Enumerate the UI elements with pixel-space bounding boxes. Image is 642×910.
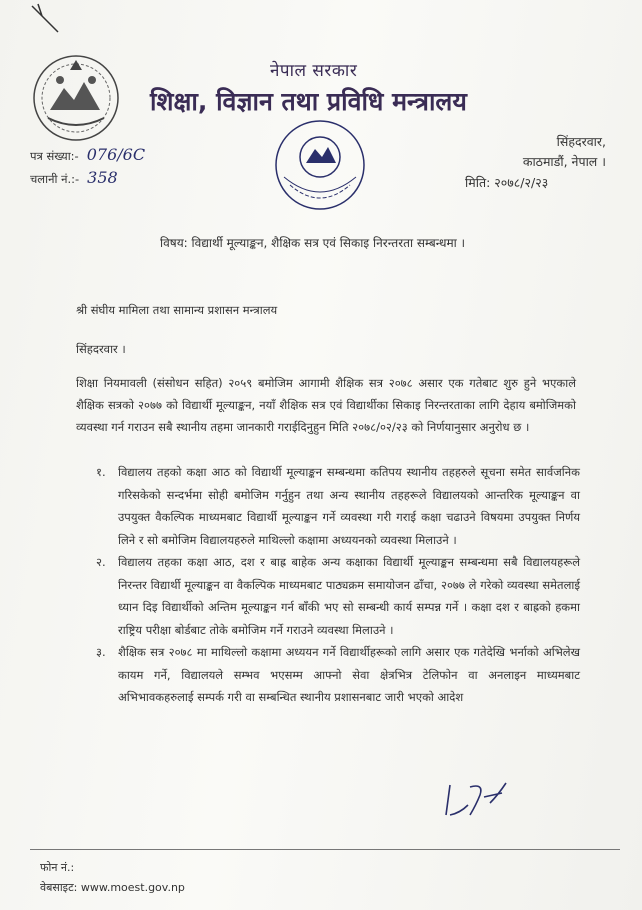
list-item-text: विद्यालय तहका कक्षा आठ, दश र बाह्र बाहेक अन्य कक्षाका विद्यार्थी मूल्याङ्कन सम्बन्धमा सबै विद्यालयहरूले निरन्तर विद्यार्थी मूल्याङ्कन वा वैकल्पिक माध्यमबाट पाठ्यक्रम समायोजन ढाँचा, २०७७ ले गरेको व्यवस्था समेतलाई ध्यान दिइ विद्यार्थीको अन्तिम मूल्याङ्कन गर्न बाँकी भए सो सम्बन्धी कार्य सम्पन्न गर्ने । कक्षा दश र बाह्रको हकमा राष्ट्रिय परीक्षा बोर्डबाट तोके बमोजिम गर्ने गराउने व्यवस्था मिलाउने । [118, 555, 580, 637]
list-item-number: ३. [96, 645, 106, 659]
address-line-2: काठमाडौं, नेपाल । [522, 154, 606, 169]
government-title: नेपाल सरकार [270, 61, 358, 81]
address-line-1: सिंहदरवार, [556, 134, 606, 149]
website-line [40, 878, 185, 898]
website-link[interactable]: www.moest.gov.np [80, 881, 185, 894]
nepal-emblem-icon [30, 52, 122, 144]
letter-number-value: 076/6C [86, 145, 146, 164]
ministry-title: शिक्षा, विज्ञान तथा प्रविधि मन्त्रालय [150, 87, 467, 116]
phone-label: फोन नं.: [40, 861, 75, 874]
letter-footer [40, 858, 185, 898]
date-label: मिति: [465, 175, 491, 190]
letter-subject: विषय: विद्यार्थी मूल्याङ्कन, शैक्षिक सत्र एवं सिकाइ निरन्तरता सम्बन्धमा । [160, 236, 466, 250]
pen-mark-icon [28, 2, 64, 36]
list-item [96, 551, 580, 641]
list-item-number: २. [96, 555, 106, 569]
dispatch-number-value: 358 [87, 168, 118, 187]
letter-number-label: पत्र संख्या:- [30, 149, 79, 163]
list-item-number: १. [96, 465, 106, 479]
dispatch-number-label: चलानी नं.:- [30, 172, 80, 186]
letter-number-row [30, 144, 145, 167]
letter-date [465, 174, 548, 191]
phone-line [40, 858, 185, 878]
intro-paragraph: शिक्षा नियमावली (संसोधन सहित) २०५९ बमोजिम आगामी शैक्षिक सत्र २०७८ असार एक गतेबाट शुरु हुने भएकाले शैक्षिक सत्रको २०७७ को विद्यार्थी मूल्याङ्कन, नयाँ शैक्षिक सत्र एवं विद्यार्थीका सिकाइ निरन्तरताका लागि देहाय बमोजिमको व्यवस्था गर्न गराउन सबै स्थानीय तहमा जानकारी गराईदिनुहुन मिति २०७८/०२/२३ को निर्णयानुसार अनुरोध छ । [76, 376, 576, 434]
reference-numbers [30, 144, 145, 190]
footer-divider [30, 849, 620, 850]
list-item [96, 641, 580, 709]
ministry-seal-icon [270, 115, 370, 215]
addressee: श्री संघीय मामिला तथा सामान्य प्रशासन मन्त्रालय [76, 303, 278, 317]
list-item-text: शैक्षिक सत्र २०७८ मा माथिल्लो कक्षामा अध्ययन गर्ने विद्यार्थीहरूको लागि असार एक गतेदेखि भर्नाको अभिलेख कायम गर्ने, विद्यालयले सम्भव भएसम्म आफ्नो सेवा क्षेत्रभित्र टेलिफोन वा अनलाइन माध्यमबाट अभिभावकहरुलाई सम्पर्क गरी वा सम्बन्धित स्थानीय प्रशासनबाट जारी भएको आदेश [118, 645, 580, 704]
list-item [96, 461, 580, 551]
addressee-place: सिंहदरवार । [76, 342, 126, 356]
office-address [523, 132, 606, 172]
date-value: २०७८/२/२३ [494, 175, 549, 190]
list-item-text: विद्यालय तहको कक्षा आठ को विद्यार्थी मूल्याङ्कन सम्बन्धमा कतिपय स्थानीय तहहरुले सूचना समेत सार्वजनिक गरिसकेको सन्दर्भमा सोही बमोजिम गर्नुहुन तथा अन्य स्थानीय तहहरूले विद्यालयको आन्तरिक मूल्याङ्कन वा उपयुक्त वैकल्पिक माध्यमबाट विद्यार्थी मूल्याङ्कन गर्ने व्यवस्था गरी गराई कक्षा चढाउने विषयमा उपयुक्त निर्णय लिने र सो बमोजिम विद्यालयहरुले माथिल्लो कक्षामा अध्ययनको व्यवस्था मिलाउने । [118, 465, 580, 547]
instruction-list [96, 461, 580, 709]
website-label: वेबसाइट: [40, 881, 78, 894]
dispatch-number-row [30, 167, 145, 190]
signature [440, 775, 520, 825]
